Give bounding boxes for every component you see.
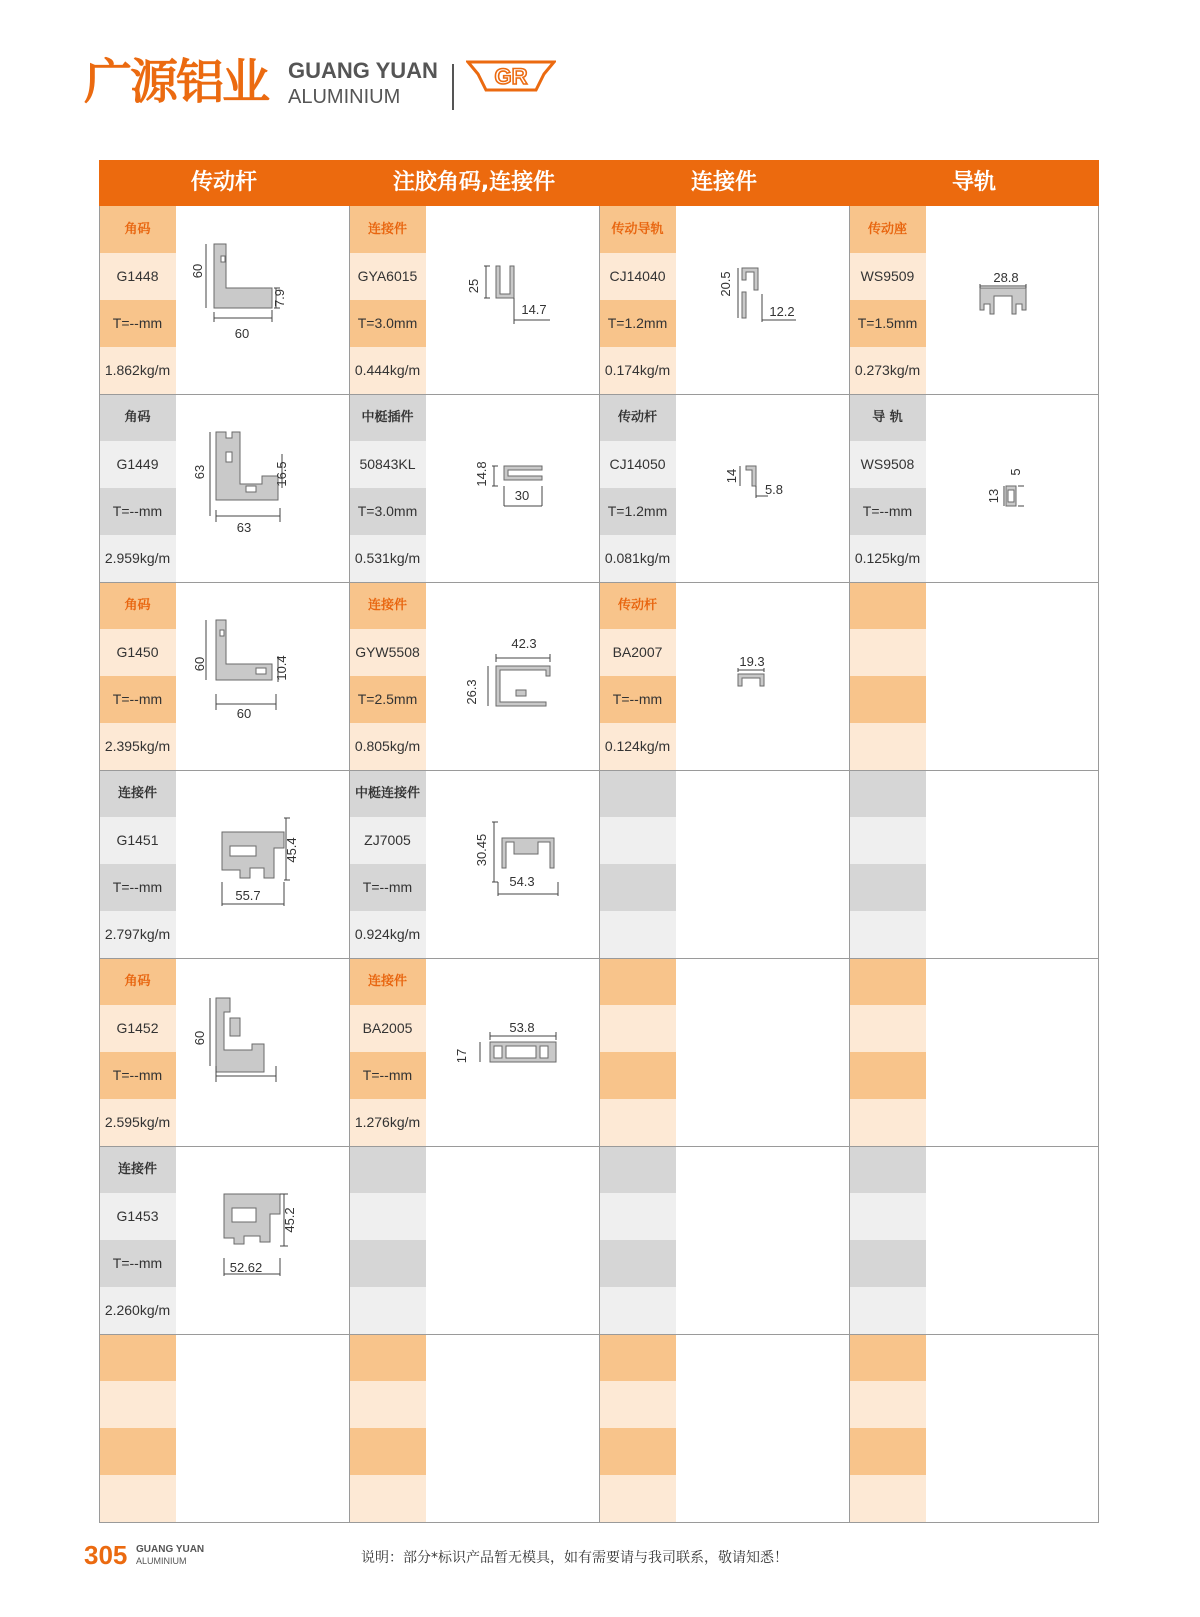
dimension-label: 60 [190,263,205,279]
dimension-label: 17 [454,1048,469,1064]
product-category [599,958,676,1005]
product-cell [599,582,849,770]
dimension-label: 60 [192,1030,207,1046]
product-cell [99,1146,349,1334]
footer-brand-line2: ALUMINIUM [136,1556,187,1566]
profile-section [746,466,756,486]
product-cell [349,1334,599,1522]
grid-hline [99,1146,1099,1147]
product-code: GYA6015 [349,253,426,300]
profile-drawing [176,206,349,394]
profile-section [502,838,554,868]
product-cell [849,958,1099,1146]
profile-section [504,466,542,480]
dimension-label: 30 [514,488,530,503]
product-weight: 0.444kg/m [349,347,426,394]
product-category [599,770,676,817]
product-cell [599,770,849,958]
product-weight: 2.595kg/m [99,1099,176,1146]
product-category: 角码 [99,206,176,253]
product-cell [599,206,849,394]
product-weight [349,1287,426,1334]
product-weight: 0.081kg/m [599,535,676,582]
brand-name-en-line1: GUANG YUAN [288,58,438,83]
product-code [349,1381,426,1428]
profile-section [1006,486,1016,506]
product-category: 导 轨 [849,394,926,441]
dimension-label: 10.4 [274,655,289,681]
dimension-label: 19.3 [739,654,765,669]
dimension-label: 45.4 [284,837,299,863]
product-code [599,1381,676,1428]
product-weight [849,1099,926,1146]
product-weight [99,1475,176,1522]
product-cell [349,958,599,1146]
product-category: 中梃插件 [349,394,426,441]
profile-drawing [426,582,599,770]
product-code: ZJ7005 [349,817,426,864]
product-cell [849,770,1099,958]
footer-brand-line1: GUANG YUAN [136,1544,205,1555]
product-cell [599,958,849,1146]
product-cell [99,206,349,394]
page-number: 305 [84,1540,128,1570]
product-code: G1450 [99,629,176,676]
product-weight [849,723,926,770]
product-thickness: T=3.0mm [349,300,426,347]
product-thickness [599,864,676,911]
product-category: 连接件 [349,582,426,629]
product-weight: 0.174kg/m [599,347,676,394]
footer-note: 说明：部分*标识产品暂无模具，如有需要请与我司联系，敬请知悉！ [361,1550,788,1566]
product-category: 连接件 [99,1146,176,1193]
grid-hline [99,770,1099,771]
profile-section [980,288,1026,314]
dimension-label: 20.5 [718,271,733,297]
product-thickness: T=3.0mm [349,488,426,535]
product-code: BA2007 [599,629,676,676]
header-col-1: 传动杆 [190,170,257,195]
product-code [849,817,926,864]
product-thickness: T=--mm [349,864,426,911]
header-col-2: 注胶角码,连接件 [392,170,556,195]
dimension-label: 63 [192,464,207,480]
svg-text:GR: GR [494,64,528,89]
product-category [849,1146,926,1193]
product-weight: 0.273kg/m [849,347,926,394]
dimension-label: 55.7 [235,888,261,903]
product-weight [849,1287,926,1334]
profile-section [216,998,264,1072]
product-cell [849,206,1099,394]
product-weight: 0.924kg/m [349,911,426,958]
product-weight: 0.124kg/m [599,723,676,770]
profile-section [742,268,758,318]
product-weight [849,1475,926,1522]
grid-vline [849,206,850,1522]
profile-drawing [426,958,599,1146]
profile-drawing [426,394,599,582]
profile-drawing [426,770,599,958]
brand-name-en-line2: ALUMINIUM [288,86,401,108]
header-col-3: 连接件 [690,170,757,195]
product-cell [849,582,1099,770]
product-cell [599,1334,849,1522]
product-thickness: T=2.5mm [349,676,426,723]
product-code [849,1193,926,1240]
dimension-label: 26.3 [464,679,479,705]
product-code: G1448 [99,253,176,300]
grid-hline [99,582,1099,583]
product-weight: 2.959kg/m [99,535,176,582]
product-weight: 1.862kg/m [99,347,176,394]
grid-hline [99,958,1099,959]
dimension-label: 53.8 [509,1020,535,1035]
product-category: 角码 [99,582,176,629]
grid-hline [99,1334,1099,1335]
product-category: 传动杆 [599,394,676,441]
product-thickness: T=--mm [99,1240,176,1287]
product-category: 中梃连接件 [349,770,426,817]
dimension-label: 52.62 [229,1260,263,1275]
grid-vline [1098,206,1099,1522]
product-cell [349,394,599,582]
product-category: 连接件 [349,206,426,253]
product-cell [849,394,1099,582]
profile-drawing [926,206,1099,394]
header-col-4: 导轨 [951,170,996,195]
product-cell [99,770,349,958]
dimension-label: 54.3 [509,874,535,889]
product-cell [849,1334,1099,1522]
product-thickness [349,1240,426,1287]
profile-drawing [176,1146,349,1334]
profile-section [738,674,764,686]
product-code [99,1381,176,1428]
dimension-label: 30.45 [474,833,489,867]
table-header [99,160,1099,206]
product-table [99,160,1099,1522]
dimension-label: 14 [724,468,739,484]
product-thickness: T=--mm [99,676,176,723]
product-code: G1453 [99,1193,176,1240]
product-cell [849,1146,1099,1334]
product-category: 传动杆 [599,582,676,629]
product-code [599,1193,676,1240]
grid-hline [99,1522,1099,1523]
dimension-label: 14.8 [474,461,489,487]
product-thickness [849,676,926,723]
profile-section [224,1194,280,1244]
product-thickness [849,1240,926,1287]
dimension-label: 60 [234,326,250,341]
dimension-label: 7.9 [272,288,287,308]
product-thickness: T=--mm [99,1052,176,1099]
profile-drawing [926,394,1099,582]
product-thickness [849,1428,926,1475]
product-category: 连接件 [99,770,176,817]
grid-hline [99,394,1099,395]
product-code: CJ14040 [599,253,676,300]
profile-drawing [676,206,849,394]
dimension-label: 16.5 [274,461,289,487]
dimension-label: 28.8 [993,270,1019,285]
product-weight [849,911,926,958]
profile-drawing [676,394,849,582]
product-code [849,1381,926,1428]
dimension-label: 5.8 [764,482,784,497]
product-weight [599,911,676,958]
product-category: 传动座 [849,206,926,253]
product-category [849,582,926,629]
dimension-label: 42.3 [511,636,537,651]
product-code: G1451 [99,817,176,864]
product-thickness [599,1052,676,1099]
product-thickness: T=--mm [849,488,926,535]
product-category [849,1334,926,1381]
product-weight: 0.125kg/m [849,535,926,582]
dimension-label: 45.2 [282,1207,297,1233]
product-thickness: T=--mm [599,676,676,723]
product-category [349,1334,426,1381]
dimension-label: 63 [236,520,252,535]
grid-vline [349,206,350,1522]
profile-section [496,666,550,706]
product-weight: 2.395kg/m [99,723,176,770]
product-cell [349,770,599,958]
profile-section [490,1042,556,1062]
product-code: WS9509 [849,253,926,300]
product-thickness: T=--mm [349,1052,426,1099]
dimension-label: 5 [1008,468,1023,476]
product-cell [99,394,349,582]
product-cell [599,394,849,582]
profile-drawing [176,394,349,582]
product-thickness: T=--mm [99,488,176,535]
profile-drawing [176,582,349,770]
product-cell [349,206,599,394]
product-weight: 2.797kg/m [99,911,176,958]
profile-drawing [176,770,349,958]
product-category [599,1146,676,1193]
product-category [99,1334,176,1381]
product-thickness [99,1428,176,1475]
dimension-label: 13 [986,488,1001,504]
profile-drawing [676,582,849,770]
brand-mark-icon [466,52,556,104]
product-thickness [849,864,926,911]
dimension-label: 60 [236,706,252,721]
profile-section [214,244,272,308]
product-thickness [349,1428,426,1475]
product-category: 角码 [99,958,176,1005]
grid-vline [599,206,600,1522]
dimension-label: 25 [466,278,481,294]
product-weight: 0.805kg/m [349,723,426,770]
product-category: 传动导轨 [599,206,676,253]
product-category [849,958,926,1005]
product-code: WS9508 [849,441,926,488]
product-code [599,1005,676,1052]
product-thickness: T=--mm [99,300,176,347]
profile-section [216,620,272,680]
product-thickness: T=1.2mm [599,300,676,347]
product-thickness: T=1.5mm [849,300,926,347]
product-cell [99,582,349,770]
product-weight [599,1287,676,1334]
product-thickness [599,1240,676,1287]
product-cell [599,1146,849,1334]
product-code: G1452 [99,1005,176,1052]
product-cell [349,582,599,770]
profile-drawing [176,958,349,1146]
product-code: CJ14050 [599,441,676,488]
product-code: 50843KL [349,441,426,488]
product-category: 角码 [99,394,176,441]
product-weight [599,1099,676,1146]
product-weight: 2.260kg/m [99,1287,176,1334]
product-category [599,1334,676,1381]
product-code [849,629,926,676]
product-weight [349,1475,426,1522]
dimension-label: 12.2 [769,304,795,319]
product-category [349,1146,426,1193]
profile-section [496,266,514,298]
product-thickness [599,1428,676,1475]
product-thickness [849,1052,926,1099]
product-code: GYW5508 [349,629,426,676]
profile-drawing [426,206,599,394]
product-code: BA2005 [349,1005,426,1052]
product-thickness: T=--mm [99,864,176,911]
product-code [599,817,676,864]
product-cell [99,1334,349,1522]
product-code: G1449 [99,441,176,488]
product-thickness: T=1.2mm [599,488,676,535]
profile-section [222,832,284,878]
product-weight: 0.531kg/m [349,535,426,582]
product-category: 连接件 [349,958,426,1005]
brand-name-cn: 广源铝业 [84,54,269,110]
product-category [849,770,926,817]
product-cell [99,958,349,1146]
dimension-label: 14.7 [521,302,547,317]
product-code [849,1005,926,1052]
grid-vline [99,206,100,1522]
product-cell [349,1146,599,1334]
dimension-label: 60 [192,656,207,672]
profile-section [216,432,278,500]
logo-divider [452,64,454,110]
product-weight [599,1475,676,1522]
product-weight: 1.276kg/m [349,1099,426,1146]
product-code [349,1193,426,1240]
